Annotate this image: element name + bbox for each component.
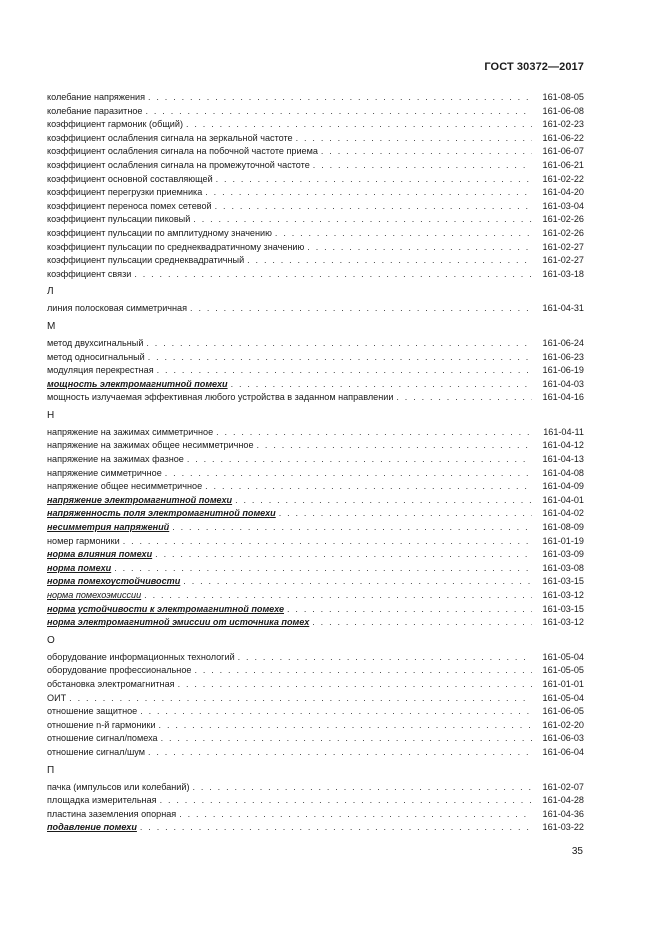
index-entry (47, 391, 584, 405)
index-term: отношение сигнал/помеха (47, 733, 158, 744)
index-term: модуляция перекрестная (47, 365, 154, 376)
index-term: площадка измерительная (47, 795, 157, 806)
index-term: оборудование профессиональное (47, 665, 192, 676)
dot-leader (146, 337, 532, 351)
dot-leader (215, 200, 532, 214)
dot-leader (192, 781, 532, 795)
dot-leader (205, 186, 532, 200)
dot-leader (275, 227, 532, 241)
dot-leader (321, 145, 532, 159)
index-entry (47, 521, 584, 535)
index-code: 161-08-09 (542, 522, 584, 533)
index-term: отношение сигнал/шум (47, 746, 145, 757)
index-code: 161-06-04 (542, 746, 584, 757)
index-code: 161-06-05 (542, 706, 584, 717)
index-entry (47, 105, 584, 119)
index-term: норма помехоустойчивости (47, 576, 181, 587)
index-entry (47, 746, 584, 760)
index-term: коэффициент ослабления сигнала на промежуточной частоте (47, 159, 310, 170)
index-term: отношение защитное (47, 706, 138, 717)
index-term: напряженность поля электромагнитной помехи (47, 508, 276, 519)
index-code: 161-04-09 (542, 481, 584, 492)
dot-leader (190, 302, 532, 316)
index-code: 161-08-05 (542, 92, 584, 102)
index-entry (47, 213, 584, 227)
index-entry (47, 173, 584, 187)
index-term: номер гармоники (47, 535, 120, 546)
index-term: напряжение на зажимах симметричное (47, 426, 214, 437)
index-code: 161-02-26 (542, 227, 584, 238)
dot-leader (216, 426, 532, 440)
index-term: напряжение электромагнитной помехи (47, 494, 233, 505)
index-entry (47, 562, 584, 576)
index-entry (47, 548, 584, 562)
index-entry (47, 132, 584, 146)
index-entry (47, 254, 584, 268)
index-term: напряжение симметричное (47, 467, 162, 478)
section-letter: О (47, 634, 55, 646)
dot-leader (155, 548, 532, 562)
index-entry (47, 692, 584, 706)
section-letter: Л (47, 286, 54, 298)
dot-leader (165, 467, 532, 481)
dot-leader (160, 794, 532, 808)
dot-leader (157, 364, 532, 378)
index-entry (47, 808, 584, 822)
index-entry (47, 616, 584, 630)
index-entry (47, 494, 584, 508)
dot-leader (148, 351, 532, 365)
dot-leader (148, 91, 532, 105)
dot-leader (146, 105, 533, 119)
index-code: 161-06-21 (542, 159, 584, 170)
index-entry (47, 535, 584, 549)
index-code: 161-02-20 (542, 719, 584, 730)
section-letter: Н (47, 409, 55, 421)
index-term: коэффициент связи (47, 268, 132, 279)
dot-leader (205, 480, 532, 494)
dot-leader (238, 651, 532, 665)
index-entry (47, 507, 584, 521)
index-entry (47, 378, 584, 392)
index-entry (47, 705, 584, 719)
index-entry (47, 91, 584, 105)
index-code: 161-02-23 (542, 119, 584, 130)
index-entry (47, 781, 584, 795)
index-entry (47, 732, 584, 746)
index-term: коэффициент пульсации пиковый (47, 214, 191, 225)
index-entry (47, 241, 584, 255)
dot-leader (69, 692, 532, 706)
dot-leader (194, 664, 532, 678)
page-number: 35 (571, 846, 583, 857)
index-code: 161-03-08 (542, 562, 584, 573)
index-code: 161-03-09 (542, 549, 584, 560)
index-code: 161-04-28 (542, 795, 584, 806)
index-code: 161-02-22 (542, 173, 584, 184)
dot-leader (144, 589, 532, 603)
index-entry (47, 364, 584, 378)
index-term: несимметрия напряжений (47, 522, 170, 533)
dot-leader (183, 575, 532, 589)
index-term: пластина заземления опорная (47, 808, 177, 819)
index-code: 161-05-04 (542, 692, 584, 703)
index-term: пачка (импульсов или колебаний) (47, 781, 190, 792)
index-code: 161-03-12 (542, 617, 584, 628)
dot-leader (247, 254, 532, 268)
index-entry (47, 200, 584, 214)
index-term: отношение n-й гармоники (47, 719, 156, 730)
index-code: 161-04-03 (542, 378, 584, 389)
index-entry (47, 589, 584, 603)
index-code: 161-03-04 (542, 200, 584, 211)
index-term: коэффициент пульсации среднеквадратичный (47, 255, 245, 266)
index-entry (47, 821, 584, 835)
index-code: 161-03-18 (542, 268, 584, 279)
index-entry (47, 186, 584, 200)
index-code: 161-04-01 (542, 494, 584, 505)
section-letter: П (47, 764, 55, 776)
index-code: 161-04-36 (542, 808, 584, 819)
dot-leader (312, 616, 532, 630)
index-entry (47, 426, 584, 440)
index-entry (47, 664, 584, 678)
dot-leader (313, 159, 532, 173)
index-code: 161-06-23 (542, 351, 584, 362)
dot-leader (179, 808, 532, 822)
index-term: коэффициент перегрузки приемника (47, 187, 203, 198)
dot-leader (186, 118, 532, 132)
index-term: норма помехоэмиссии (47, 590, 142, 600)
dot-leader (257, 439, 532, 453)
index-term: коэффициент ослабления сигнала на зеркальной частоте (47, 132, 293, 143)
index-code: 161-06-07 (542, 146, 584, 157)
index-entry (47, 467, 584, 481)
index-code: 161-04-16 (542, 392, 584, 403)
dot-leader (172, 521, 532, 535)
index-code: 161-06-24 (542, 337, 584, 348)
index-code: 161-04-13 (542, 454, 584, 465)
index-term: подавление помехи (47, 822, 137, 833)
index-term: норма электромагнитной эмиссии от источника помех (47, 617, 310, 628)
dot-leader (123, 535, 532, 549)
document-id: ГОСТ 30372—2017 (484, 61, 584, 73)
index-code: 161-06-22 (542, 132, 584, 143)
index-code: 161-03-12 (542, 590, 584, 600)
index-term: напряжение на зажимах общее несимметричное (47, 440, 254, 451)
index-code: 161-03-22 (542, 822, 584, 833)
index-entry (47, 302, 584, 316)
dot-leader (114, 562, 532, 576)
index-code: 161-06-19 (542, 365, 584, 376)
dot-leader (296, 132, 532, 146)
dot-leader (235, 494, 532, 508)
index-code: 161-04-20 (542, 187, 584, 198)
index-entry (47, 794, 584, 808)
dot-leader (216, 173, 532, 187)
index-entry (47, 575, 584, 589)
dot-leader (307, 241, 532, 255)
index-entry (47, 268, 584, 282)
index-entry (47, 439, 584, 453)
index-term: коэффициент ослабления сигнала на побочной частоте приема (47, 146, 318, 157)
index-term: коэффициент основной составляющей (47, 173, 213, 184)
dot-leader (187, 453, 532, 467)
index-entry (47, 337, 584, 351)
dot-leader (134, 268, 532, 282)
index-code: 161-02-27 (542, 255, 584, 266)
dot-leader (148, 746, 532, 760)
index-code: 161-06-03 (542, 733, 584, 744)
index-term: коэффициент гармоник (общий) (47, 119, 183, 130)
index-code: 161-02-27 (542, 241, 584, 252)
index-entry (47, 227, 584, 241)
index-code: 161-01-01 (542, 678, 584, 689)
index-code: 161-03-15 (542, 603, 584, 614)
index-term: мощность излучаемая эффективная любого устройства в заданном направлении (47, 392, 394, 403)
index-code: 161-02-07 (542, 781, 584, 792)
index-entry (47, 719, 584, 733)
index-code: 161-05-05 (542, 665, 584, 676)
index-term: ОИТ (47, 692, 67, 703)
index-entry (47, 145, 584, 159)
section-letter: М (47, 320, 56, 332)
dot-leader (178, 678, 532, 692)
index-term: коэффициент переноса помех сетевой (47, 200, 212, 211)
dot-leader (140, 821, 532, 835)
index-term: коэффициент пульсации по среднеквадратичному значению (47, 241, 305, 252)
index-term: колебание паразитное (47, 105, 143, 116)
dot-leader (231, 378, 532, 392)
index-code: 161-03-15 (542, 576, 584, 587)
index-entry (47, 651, 584, 665)
index-entry (47, 453, 584, 467)
index-term: мощность электромагнитной помехи (47, 378, 228, 389)
index-code: 161-04-08 (542, 467, 584, 478)
dot-leader (279, 507, 532, 521)
index-term: оборудование информационных технологий (47, 651, 235, 662)
index-term: линия полосковая симметричная (47, 303, 188, 314)
index-code: 161-04-12 (542, 440, 584, 451)
dot-leader (159, 719, 532, 733)
index-term: напряжение общее несимметричное (47, 481, 203, 492)
term-index (47, 91, 584, 835)
dot-leader (140, 705, 532, 719)
index-code: 161-04-11 (543, 426, 584, 437)
index-term: метод двухсигнальный (47, 337, 144, 348)
index-term: норма влияния помехи (47, 549, 153, 560)
index-term: норма устойчивости к электромагнитной помехе (47, 603, 285, 614)
index-term: обстановка электромагнитная (47, 678, 175, 689)
index-entry (47, 159, 584, 173)
index-entry (47, 603, 584, 617)
index-code: 161-04-02 (542, 508, 584, 519)
index-term: норма помехи (47, 562, 112, 573)
index-code: 161-04-31 (542, 303, 584, 314)
index-code: 161-05-04 (542, 651, 584, 662)
index-term: метод односигнальный (47, 351, 145, 362)
index-term: коэффициент пульсации по амплитудному значению (47, 227, 272, 238)
index-entry (47, 678, 584, 692)
dot-leader (161, 732, 532, 746)
index-term: напряжение на зажимах фазное (47, 454, 184, 465)
index-code: 161-06-08 (542, 105, 584, 116)
index-entry (47, 118, 584, 132)
dot-leader (193, 213, 532, 227)
index-entry (47, 351, 584, 365)
index-entry (47, 480, 584, 494)
index-term: колебание напряжения (47, 92, 145, 102)
dot-leader (287, 603, 532, 617)
index-code: 161-02-26 (542, 214, 584, 225)
index-code: 161-01-19 (542, 535, 584, 546)
dot-leader (396, 391, 532, 405)
